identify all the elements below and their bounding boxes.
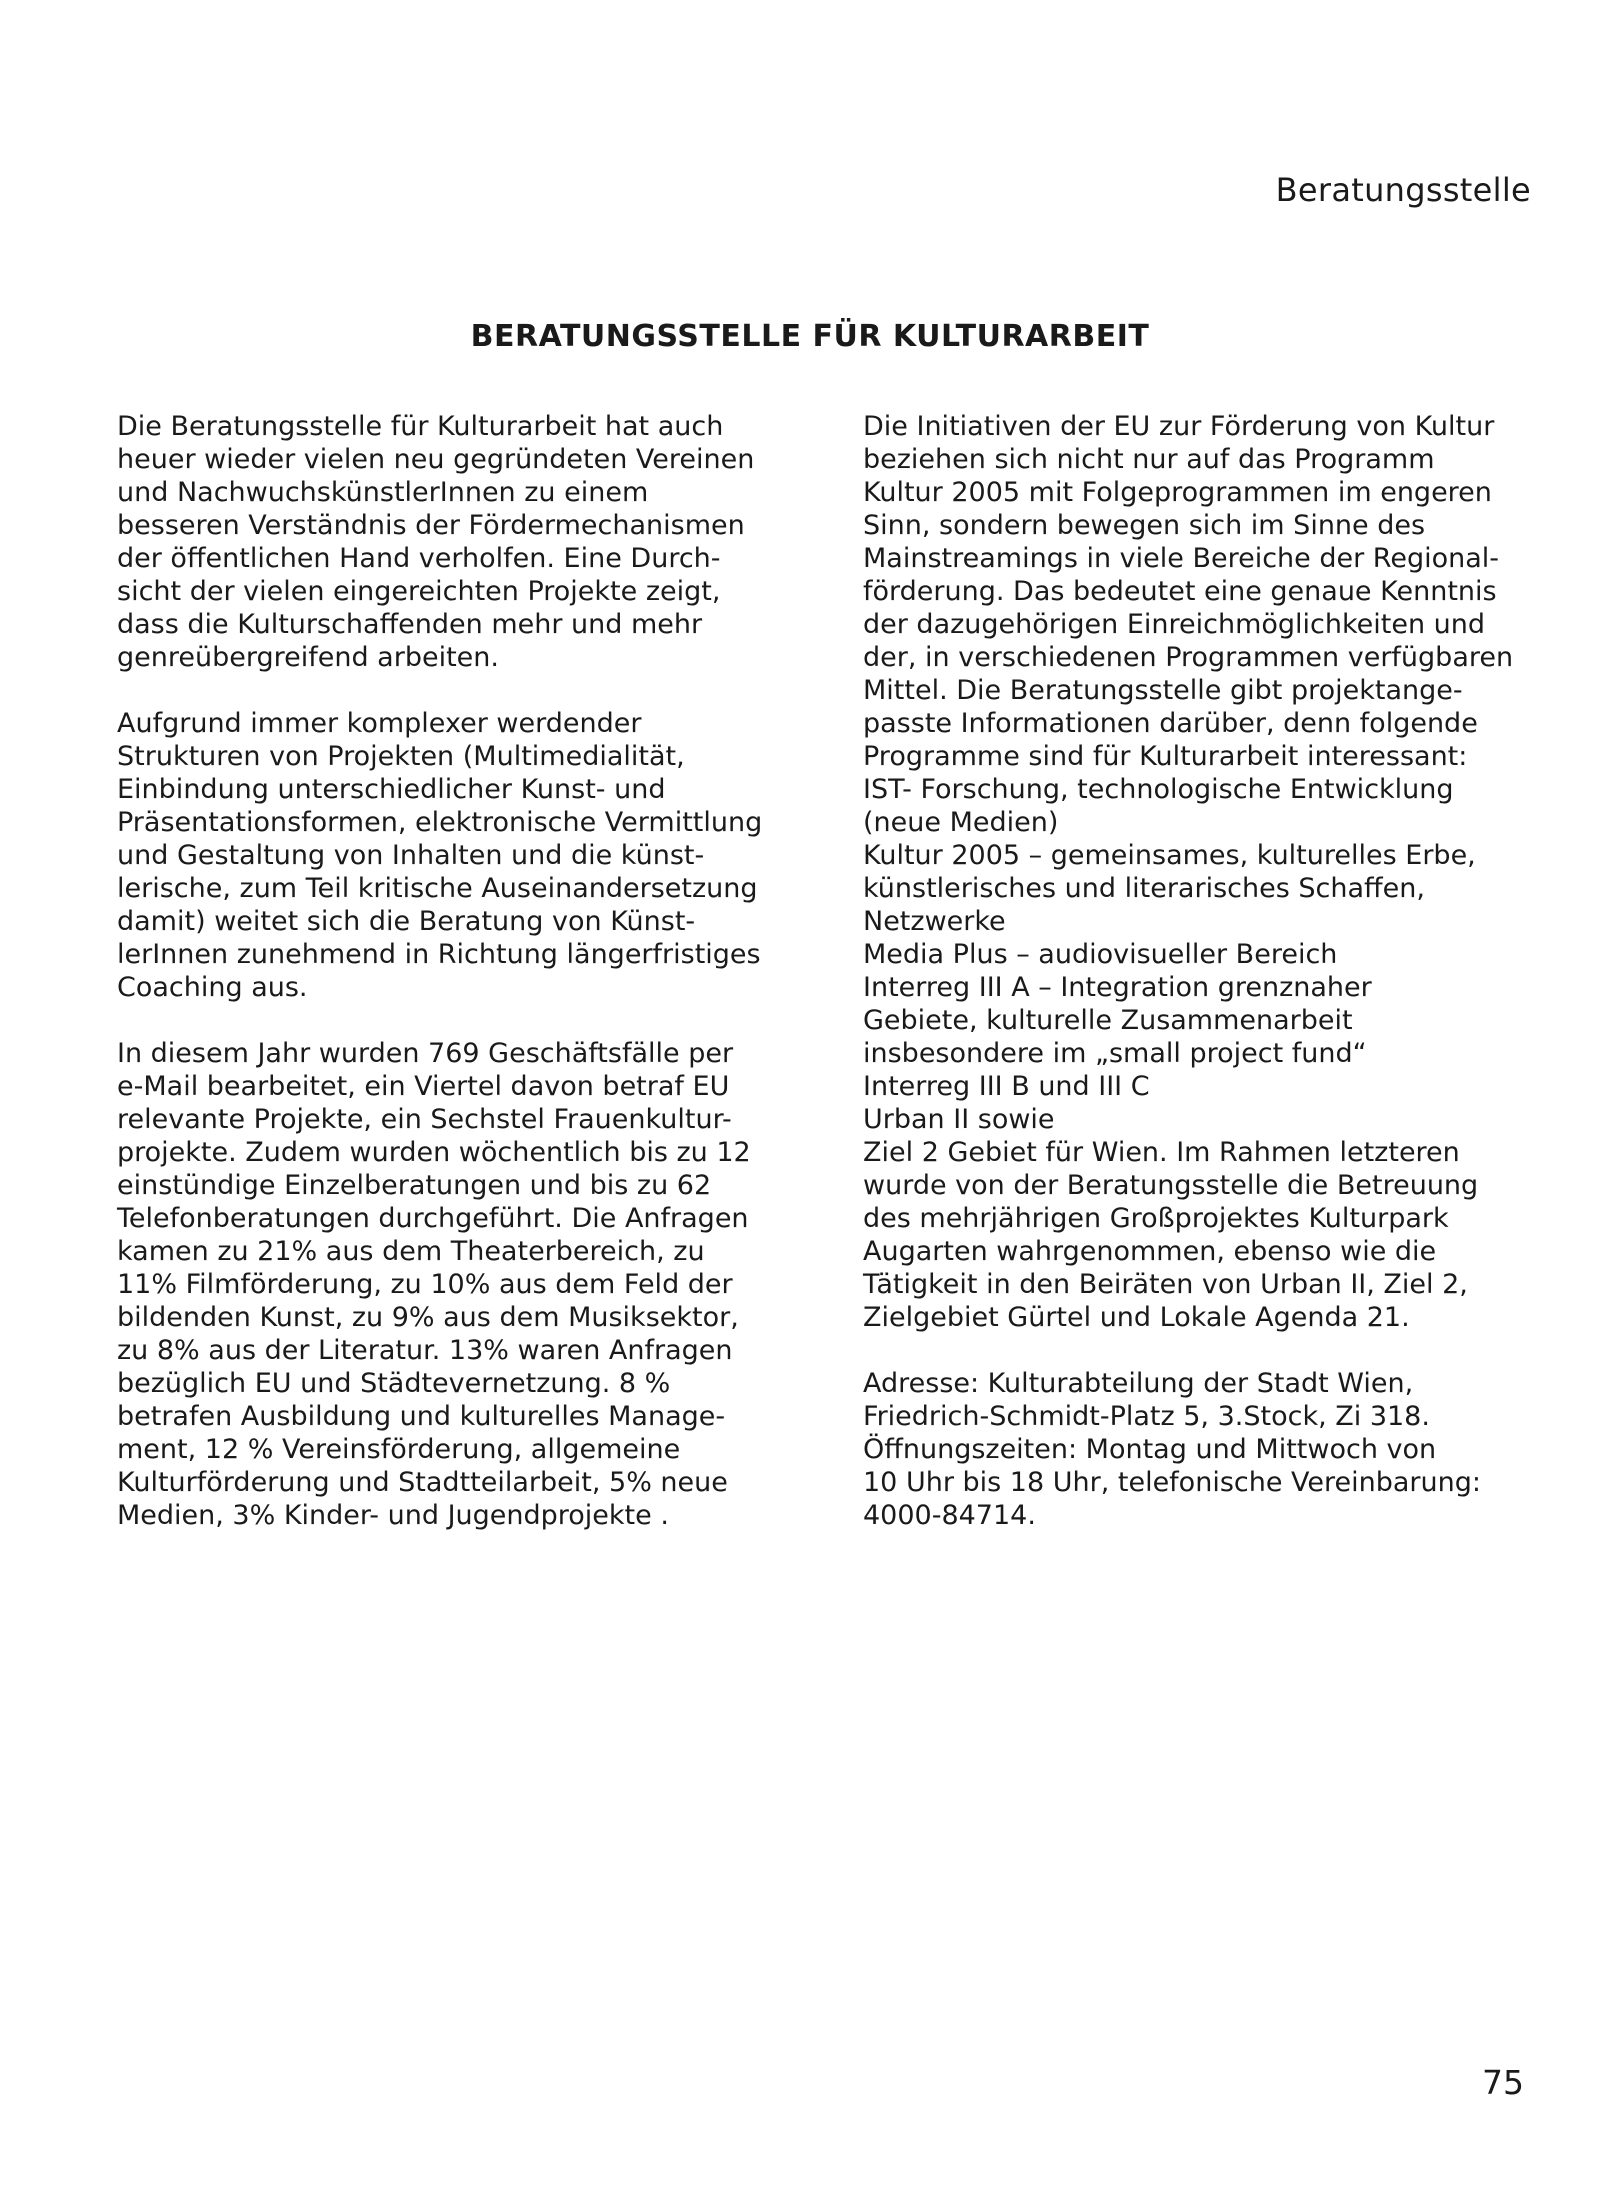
text-line: Aufgrund immer komplexer werdender xyxy=(117,708,642,739)
paragraph-eu-initiatives xyxy=(863,410,1513,1334)
text-line: 10 Uhr bis 18 Uhr, telefonische Vereinbarung: xyxy=(863,1467,1481,1498)
text-line: Programme sind für Kulturarbeit interessant: xyxy=(863,741,1468,772)
page-number: 75 xyxy=(1482,2063,1524,2102)
text-line: projekte. Zudem wurden wöchentlich bis zu 12 xyxy=(117,1137,751,1168)
right-column xyxy=(863,410,1513,1565)
text-line: Medien, 3% Kinder- und Jugendprojekte . xyxy=(117,1500,669,1531)
text-line: Die Beratungsstelle für Kulturarbeit hat auch xyxy=(117,411,724,442)
text-line: der, in verschiedenen Programmen verfügbaren xyxy=(863,642,1514,673)
text-line: Urban II sowie xyxy=(863,1104,1055,1135)
text-line: In diesem Jahr wurden 769 Geschäftsfälle per xyxy=(117,1038,734,1069)
text-line: Interreg III B und III C xyxy=(863,1071,1150,1102)
text-line: Telefonberatungen durchgeführt. Die Anfragen xyxy=(117,1203,749,1234)
text-line: genreübergreifend arbeiten. xyxy=(117,642,499,673)
text-line: Interreg III A – Integration grenznaher xyxy=(863,972,1372,1003)
text-line: Ziel 2 Gebiet für Wien. Im Rahmen letzteren xyxy=(863,1137,1460,1168)
text-line: dass die Kulturschaffenden mehr und mehr xyxy=(117,609,703,640)
text-line: und Gestaltung von Inhalten und die künst- xyxy=(117,840,705,871)
text-line: relevante Projekte, ein Sechstel Frauenkultur- xyxy=(117,1104,732,1135)
text-line: 4000-84714. xyxy=(863,1500,1036,1531)
text-line: Öffnungszeiten: Montag und Mittwoch von xyxy=(863,1434,1437,1465)
text-line: damit) weitet sich die Beratung von Künst- xyxy=(117,906,696,937)
text-line: Strukturen von Projekten (Multimedialität, xyxy=(117,741,685,772)
text-line: kamen zu 21% aus dem Theaterbereich, zu xyxy=(117,1236,705,1267)
text-line: Media Plus – audiovisueller Bereich xyxy=(863,939,1338,970)
text-line: sicht der vielen eingereichten Projekte zeigt, xyxy=(117,576,721,607)
text-line: besseren Verständnis der Fördermechanismen xyxy=(117,510,745,541)
text-line: Zielgebiet Gürtel und Lokale Agenda 21. xyxy=(863,1302,1410,1333)
text-line: lerInnen zunehmend in Richtung längerfristiges xyxy=(117,939,761,970)
text-line: Tätigkeit in den Beiräten von Urban II, Ziel 2, xyxy=(863,1269,1468,1300)
text-line: Coaching aus. xyxy=(117,972,308,1003)
text-line: Augarten wahrgenommen, ebenso wie die xyxy=(863,1236,1437,1267)
text-line: bezüglich EU und Städtevernetzung. 8 % xyxy=(117,1368,671,1399)
text-line: lerische, zum Teil kritische Auseinandersetzung xyxy=(117,873,758,904)
paragraph-intro xyxy=(117,410,762,674)
text-line: e-Mail bearbeitet, ein Viertel davon betraf EU xyxy=(117,1071,730,1102)
paragraph-address xyxy=(863,1367,1513,1532)
text-line: des mehrjährigen Großprojektes Kulturpark xyxy=(863,1203,1449,1234)
text-line: Sinn, sondern bewegen sich im Sinne des xyxy=(863,510,1426,541)
text-line: Gebiete, kulturelle Zusammenarbeit xyxy=(863,1005,1353,1036)
text-line: einstündige Einzelberatungen und bis zu 62 xyxy=(117,1170,712,1201)
text-line: Kultur 2005 mit Folgeprogrammen im engeren xyxy=(863,477,1492,508)
text-line: der öffentlichen Hand verholfen. Eine Durch- xyxy=(117,543,721,574)
text-line: 11% Filmförderung, zu 10% aus dem Feld der xyxy=(117,1269,733,1300)
text-line: wurde von der Beratungsstelle die Betreuung xyxy=(863,1170,1479,1201)
text-line: Kultur 2005 – gemeinsames, kulturelles Erbe, xyxy=(863,840,1476,871)
text-line: Einbindung unterschiedlicher Kunst- und xyxy=(117,774,666,805)
text-line: Die Initiativen der EU zur Förderung von Kultur xyxy=(863,411,1495,442)
left-column xyxy=(117,410,762,1565)
text-line: insbesondere im „small project fund“ xyxy=(863,1038,1367,1069)
text-line: der dazugehörigen Einreichmöglichkeiten und xyxy=(863,609,1486,640)
text-line: Adresse: Kulturabteilung der Stadt Wien, xyxy=(863,1368,1414,1399)
text-line: Netzwerke xyxy=(863,906,1006,937)
text-line: förderung. Das bedeutet eine genaue Kenntnis xyxy=(863,576,1497,607)
text-line: Kulturförderung und Stadtteilarbeit, 5% neue xyxy=(117,1467,728,1498)
text-line: (neue Medien) xyxy=(863,807,1059,838)
text-line: ment, 12 % Vereinsförderung, allgemeine xyxy=(117,1434,681,1465)
text-line: künstlerisches und literarisches Schaffen, xyxy=(863,873,1425,904)
running-header: Beratungsstelle xyxy=(1275,171,1531,209)
text-line: zu 8% aus der Literatur. 13% waren Anfragen xyxy=(117,1335,733,1366)
text-line: Mittel. Die Beratungsstelle gibt projektange- xyxy=(863,675,1463,706)
text-line: Mainstreamings in viele Bereiche der Regional- xyxy=(863,543,1500,574)
text-line: passte Informationen darüber, denn folgende xyxy=(863,708,1478,739)
text-line: Präsentationsformen, elektronische Vermittlung xyxy=(117,807,763,838)
page-title: BERATUNGSSTELLE FÜR KULTURARBEIT xyxy=(470,319,1150,354)
text-line: heuer wieder vielen neu gegründeten Vereinen xyxy=(117,444,755,475)
text-line: beziehen sich nicht nur auf das Programm xyxy=(863,444,1435,475)
text-line: Friedrich-Schmidt-Platz 5, 3.Stock, Zi 318. xyxy=(863,1401,1430,1432)
text-line: betrafen Ausbildung und kulturelles Manage- xyxy=(117,1401,726,1432)
text-line: bildenden Kunst, zu 9% aus dem Musiksektor, xyxy=(117,1302,739,1333)
text-line: IST- Forschung, technologische Entwicklung xyxy=(863,774,1454,805)
text-line: und NachwuchskünstlerInnen zu einem xyxy=(117,477,649,508)
paragraph-statistics xyxy=(117,1037,762,1532)
paragraph-coaching xyxy=(117,707,762,1004)
